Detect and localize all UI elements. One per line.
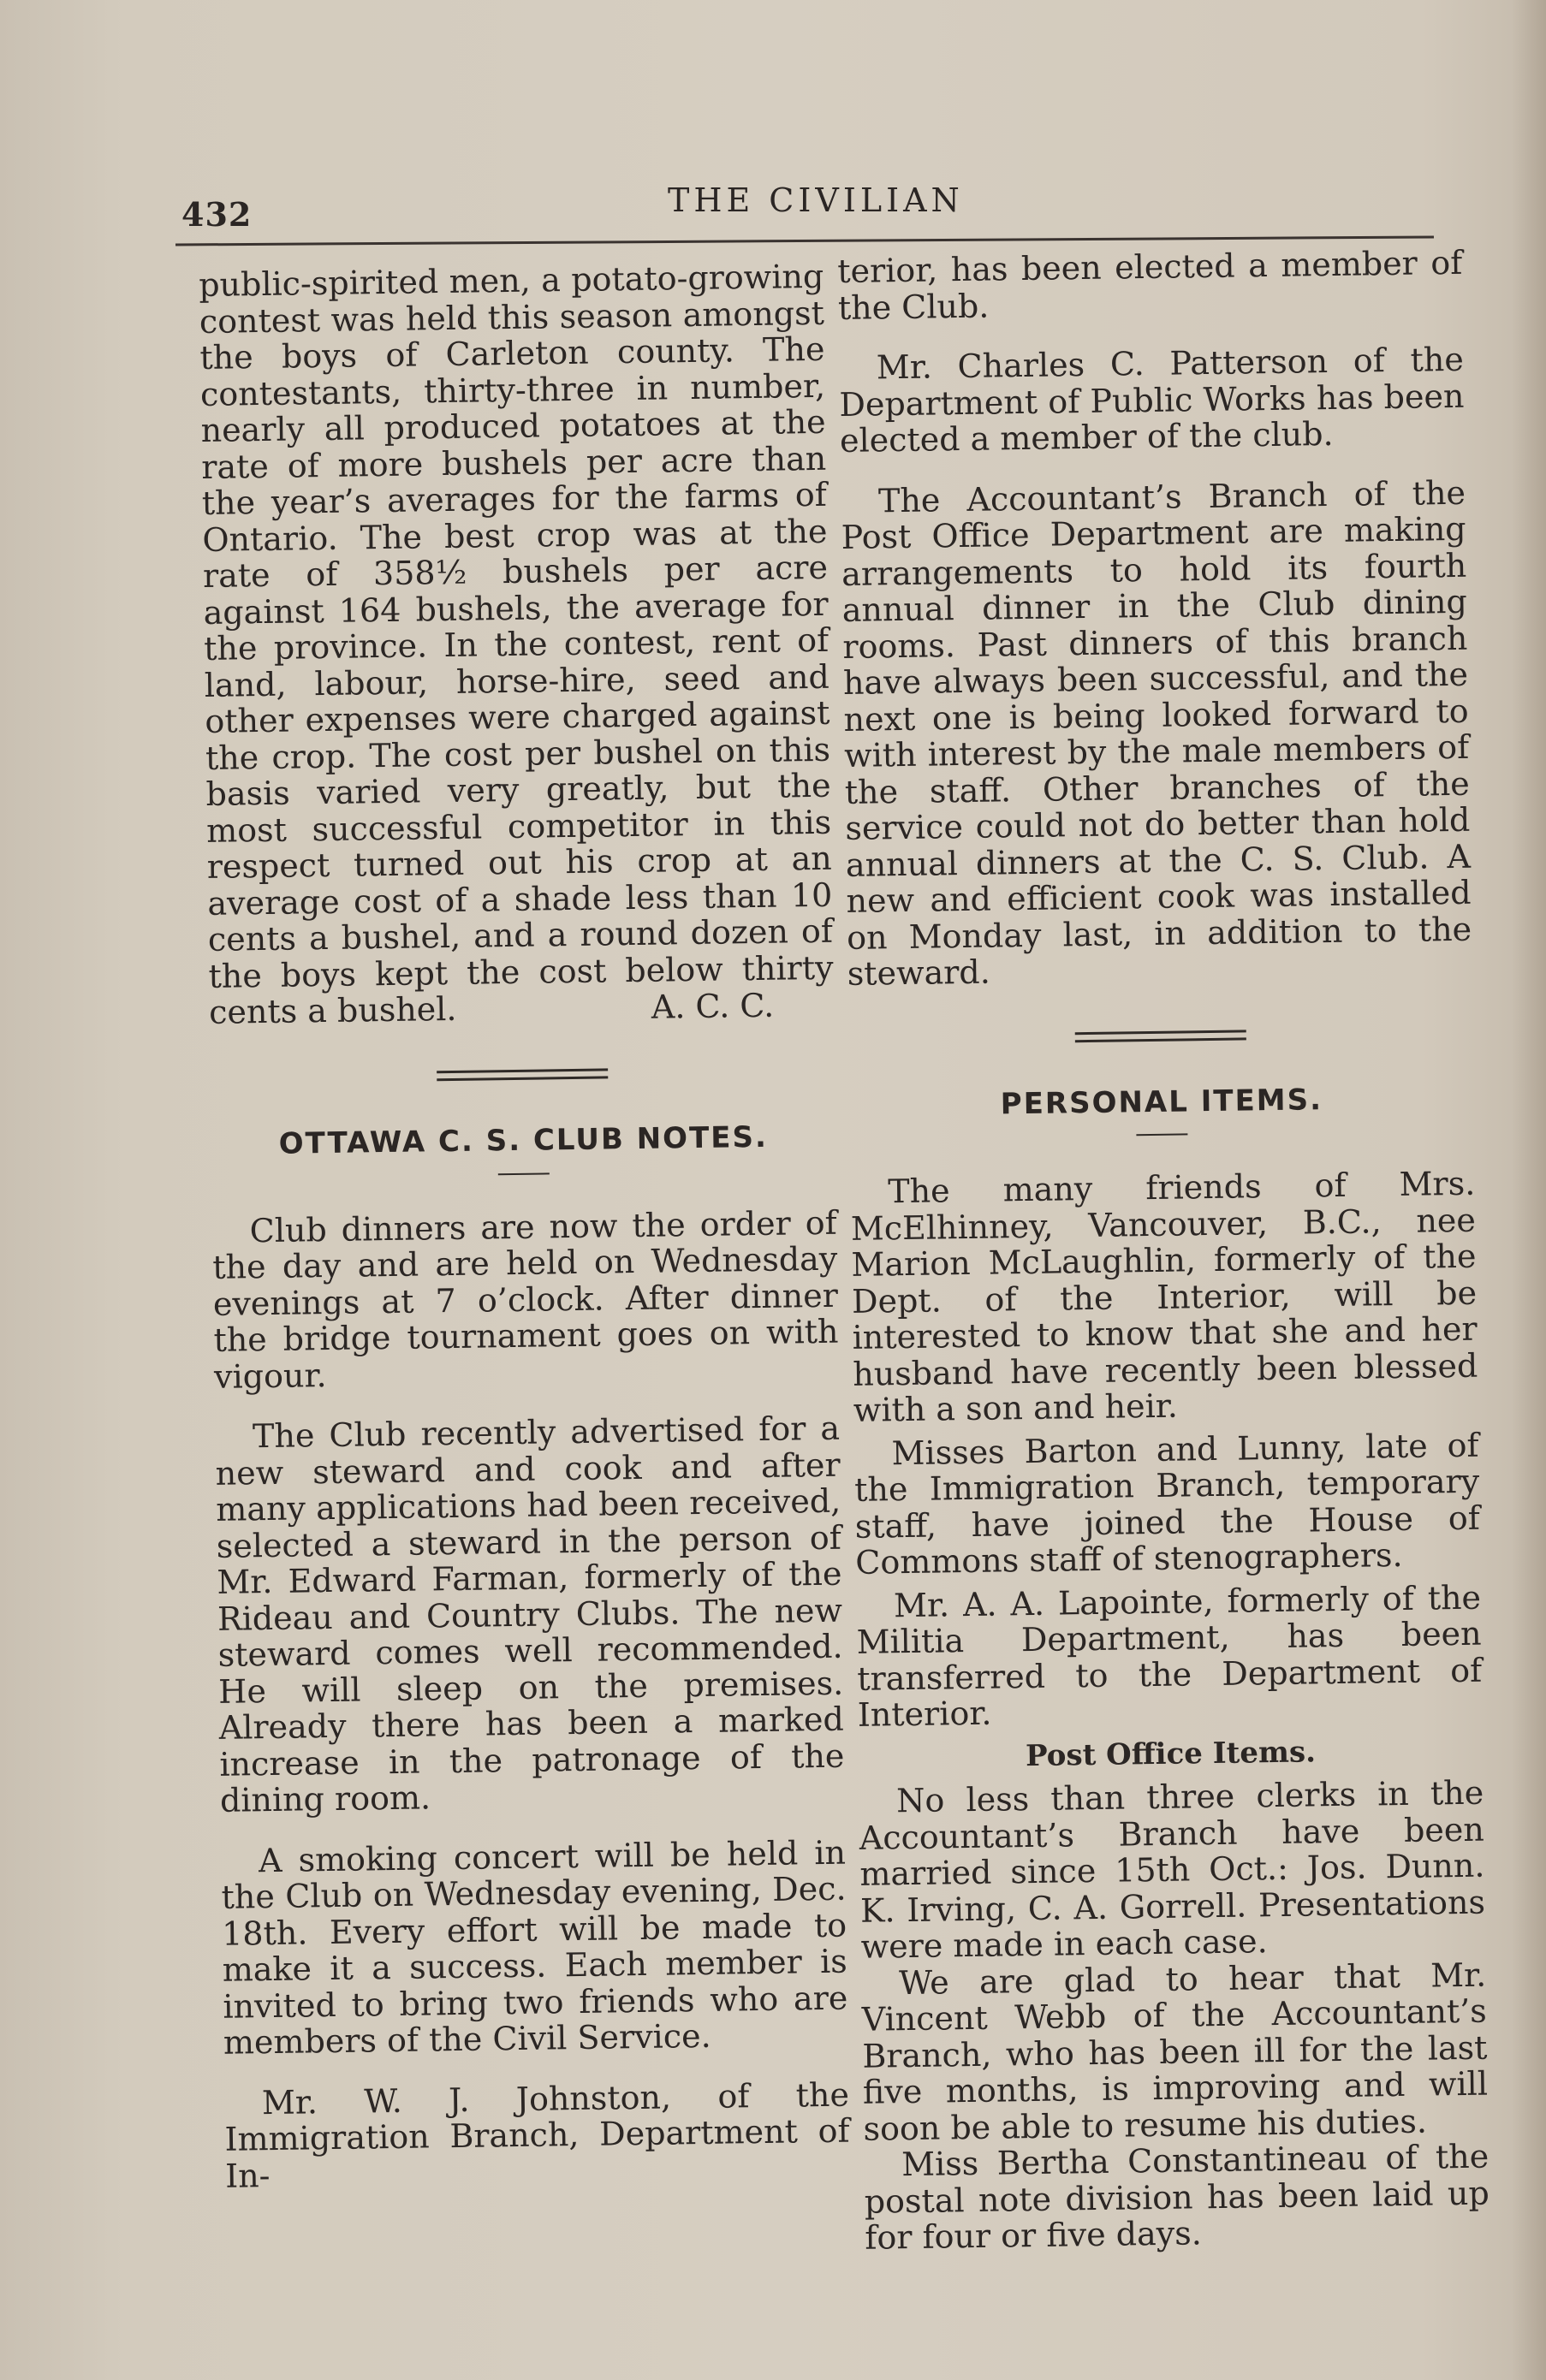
- left-column: [199, 258, 850, 2194]
- smoking-concert-paragraph: A smoking concert will be held in the Club on Wednesday evening, Dec. 18th. Every effort will be made to make it a success. Each member is invited to bring two friends who are members of the Civil Service.: [221, 1833, 848, 2062]
- heading-rule: [1136, 1133, 1187, 1136]
- continued-paragraph: terior, has been elected a member of the Club.: [836, 243, 1463, 327]
- page-spine-shadow: [1512, 0, 1546, 2380]
- accountant-branch-paragraph: The Accountant’s Branch of the Post Office Department are making arrangements to hold its fourth annual dinner in the Club dining rooms. Past dinners of this branch have always been successful, and the next one is being looked forward to with interest by the male members of the staff. Other branches of the service could not do better than hold annual dinners at the C. S. Club. A new and efficient cook was installed on Monday last, in addition to the steward.: [841, 473, 1472, 993]
- patterson-paragraph: Mr. Charles C. Patterson of the Department of Public Works has been elected a member of the club.: [839, 340, 1465, 460]
- potato-contest-paragraph: public-spirited men, a potato-growing contest was held this season amongst the boys of Carleton county. The contestants, thirty-three in number, nearly all produced potatoes at the rate of more bushels per acre than the year’s averages for the farms of Ontario. The best crop was at the rate of 358½ bushels per acre against 164 bushels, the average for the province. In the contest, rent of land, labour, horse-hire, seed and other expenses were charged against the crop. The cost per bushel on this basis varied very greatly, but the most successful competitor in this respect turned out his crop at an average cost of a shade less than 10 cents a bushel, and a round dozen of the boys kept the cost below thirty cents a bushel.: [198, 257, 834, 1031]
- section-divider: [1075, 1030, 1246, 1042]
- right-column: [837, 245, 1490, 2256]
- personal-item-paragraph: Misses Barton and Lunny, late of the Immigration Branch, temporary staff, have joined the House of Commons staff of stenographers.: [853, 1426, 1481, 1582]
- club-notes-heading: OTTAWA C. S. CLUB NOTES.: [278, 1119, 769, 1161]
- club-steward-paragraph: The Club recently advertised for a new steward and cook and after many applications had been received, selected a steward in the person of Mr. Edward Farman, formerly of the Rideau and Country Clubs. The new steward comes well recommended. He will sleep on the premises. Already there has been a marked increase in the patronage of the dining room.: [215, 1409, 845, 1819]
- post-office-item-paragraph: We are glad to hear that Mr. Vincent Webb of the Accountant’s Branch, who has been ill for the last five months, is improving and will soon be able to resume his duties.: [861, 1956, 1489, 2148]
- post-office-item-paragraph: No less than three clerks in the Accountant’s Branch have been married since 15th Oct.: Jos. Dunn. K. Irving, C. A. Gorrell. Presentations were made in each case.: [859, 1773, 1486, 1966]
- club-dinners-paragraph: Club dinners are now the order of the day and are held on Wednesday evenings at 7 o’clock. After dinner the bridge tournament goes on with vigour.: [212, 1203, 839, 1396]
- personal-item-paragraph: Mr. A. A. Lapointe, formerly of the Militia Department, has been transferred to the Department of Interior.: [856, 1578, 1483, 1734]
- running-title: THE CIVILIAN: [668, 181, 964, 219]
- section-divider: [437, 1068, 608, 1081]
- post-office-item-paragraph: Miss Bertha Constantineau of the postal note division has been laid up for four or five days.: [864, 2137, 1490, 2257]
- personal-items-heading: PERSONAL ITEMS.: [1000, 1082, 1323, 1121]
- page-number: 432: [181, 195, 253, 234]
- post-office-items-heading: Post Office Items.: [1025, 1734, 1317, 1773]
- johnston-paragraph: Mr. W. J. Johnston, of the Immigration Branch, Department of In-: [224, 2075, 850, 2195]
- header-rule: [175, 236, 1434, 246]
- heading-rule: [498, 1172, 550, 1175]
- article-signature: A. C. C.: [651, 986, 775, 1026]
- personal-item-paragraph: The many friends of Mrs. McElhinney, Vancouver, B.C., nee Marion McLaughlin, formerly of the Dept. of the Interior, will be interested to know that she and her husband have recently been blessed with a son and heir.: [850, 1164, 1478, 1429]
